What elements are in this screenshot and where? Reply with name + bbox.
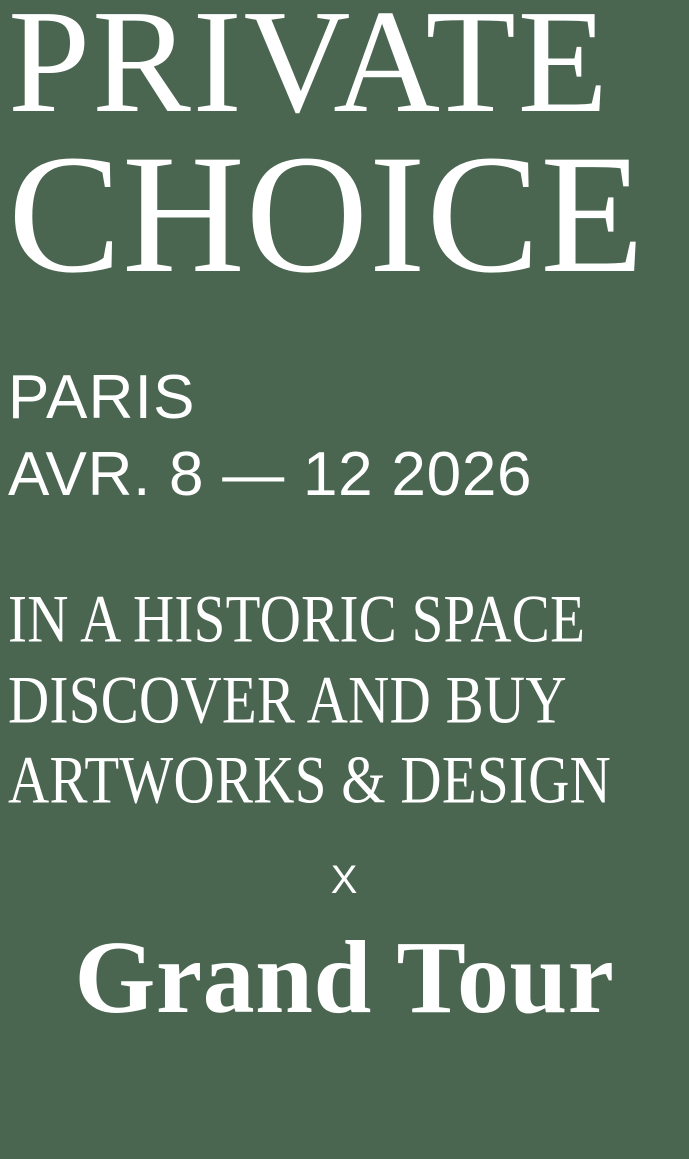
title-line-choice: CHOICE: [8, 120, 645, 309]
poster-title: [8, 0, 681, 309]
description-line-2: DISCOVER AND BUY: [8, 663, 567, 738]
event-dates: AVR. 8 — 12 2026: [8, 439, 533, 509]
event-city: PARIS: [8, 362, 196, 432]
event-info: [8, 362, 681, 509]
description-line-3: ARTWORKS & DESIGN: [8, 743, 612, 818]
partner-name: Grand Tour: [74, 919, 615, 1035]
description-line-1: IN A HISTORIC SPACE: [8, 582, 586, 658]
event-description: [8, 580, 681, 818]
collaboration-cross: X: [330, 857, 359, 902]
title-line-private: PRIVATE: [8, 0, 610, 144]
